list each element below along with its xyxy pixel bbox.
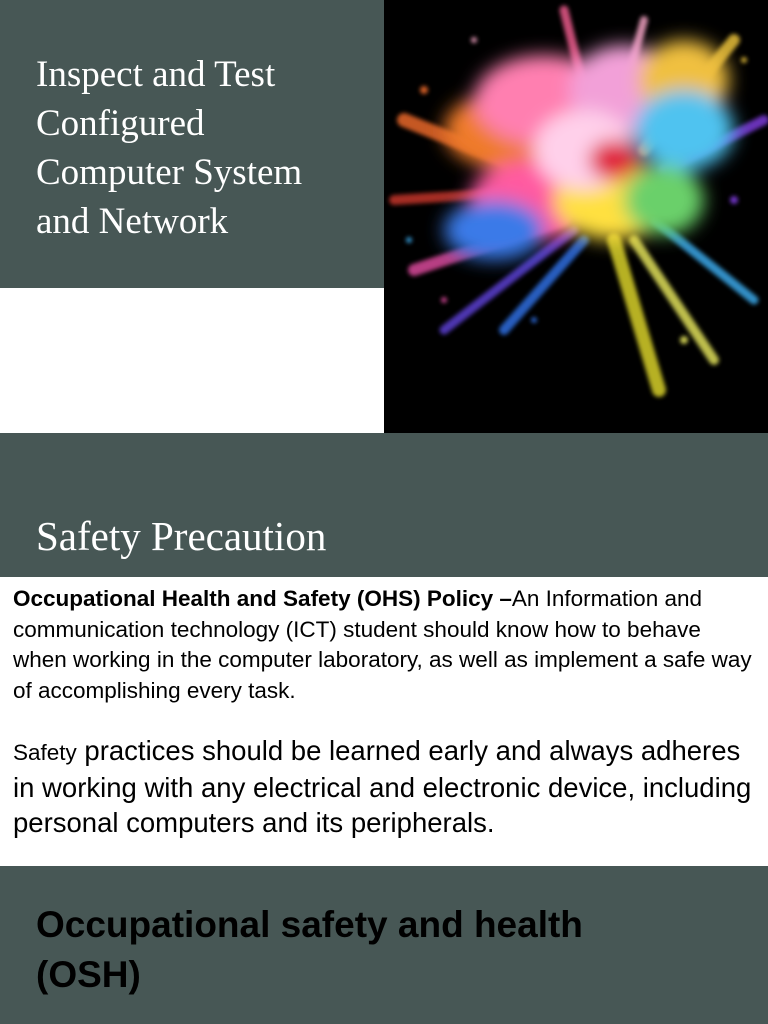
title-blank-area	[0, 288, 384, 433]
ohs-policy-heading: Occupational Health and Safety (OHS) Policy –	[13, 586, 512, 611]
title-line: and Network	[36, 201, 229, 242]
safety-body	[13, 584, 758, 840]
powder-explosion-image	[384, 0, 768, 433]
osh-title-line: Occupational safety and health	[36, 904, 583, 945]
title-line: Inspect and Test	[36, 54, 276, 95]
safety-practices-paragraph	[13, 733, 758, 840]
title-line: Computer System	[36, 152, 303, 193]
title-line: Configured	[36, 103, 205, 144]
osh-title	[36, 900, 736, 1000]
safety-practices-text: practices should be learned early and always adheres in working with any electrical and electronic device, including personal computers and its peripherals.	[13, 735, 752, 838]
ohs-policy-text: An Information and communication technology (ICT) student should know how to behave when working in the computer laboratory, as well as implement a safe way of accomplishing every task.	[13, 586, 752, 703]
powder-explosion-graphic	[384, 0, 768, 433]
presentation-title	[36, 50, 364, 246]
safety-word: Safety	[13, 740, 77, 765]
title-panel	[0, 0, 384, 288]
ohs-policy-paragraph	[13, 584, 758, 706]
safety-title: Safety Precaution	[36, 513, 327, 559]
osh-title-line: (OSH)	[36, 954, 141, 995]
